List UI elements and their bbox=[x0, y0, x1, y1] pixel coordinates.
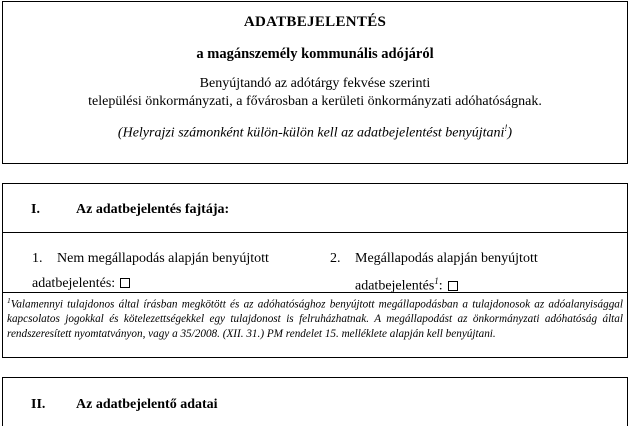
parcel-note bbox=[3, 123, 627, 142]
section-header bbox=[3, 184, 627, 233]
option-2-checkbox[interactable] bbox=[448, 281, 458, 291]
parcel-note-mark: ! bbox=[504, 123, 508, 133]
option-1-line1: Nem megállapodás alapján benyújtott bbox=[57, 251, 269, 266]
footnote bbox=[7, 294, 623, 342]
section-title: Az adatbejelentés fajtája: bbox=[76, 202, 230, 217]
form-header-box bbox=[2, 1, 628, 164]
option-2-label: adatbejelentés bbox=[355, 278, 435, 294]
option-2-footnote-mark: 1 bbox=[434, 276, 439, 286]
footnote-mark: 1 bbox=[7, 296, 11, 305]
form-subtitle: a magánszemély kommunális adójáról bbox=[196, 46, 434, 62]
section-number: I. bbox=[31, 202, 40, 217]
parcel-note-text: (Helyrajzi számonként külön-külön kell az adatbejelentést benyújtani bbox=[117, 125, 505, 141]
section-title: Az adatbejelentő adatai bbox=[76, 397, 218, 412]
option-2-colon: : bbox=[438, 278, 443, 294]
submission-instruction-line2: települési önkormányzati, a fővárosban a kerületi önkormányzati adóhatóságnak. bbox=[88, 94, 542, 109]
section-declaration-type bbox=[2, 183, 628, 358]
option-1-number: 1. bbox=[32, 251, 43, 266]
form-title: ADATBEJELENTÉS bbox=[243, 14, 387, 30]
option-1-checkbox[interactable] bbox=[120, 278, 130, 288]
parcel-note-close: ) bbox=[507, 125, 513, 141]
section-declarant-data bbox=[2, 377, 628, 426]
submission-instruction-line1: Benyújtandó az adótárgy fekvése szerinti bbox=[199, 76, 431, 91]
option-1-label: adatbejelentés: bbox=[32, 276, 116, 291]
option-2-line1: Megállapodás alapján benyújtott bbox=[355, 251, 538, 266]
option-1-line2 bbox=[32, 276, 130, 292]
footnote-divider bbox=[3, 292, 627, 293]
section-number: II. bbox=[31, 397, 46, 412]
option-2-number: 2. bbox=[330, 251, 341, 266]
footnote-text: Valamennyi tulajdonos által írásban megkötött és az adóhatósághoz benyújtott megállapodásban a tulajdonosok az adóalanyisággal kapcsolatos jogokkal és kötelezettségekkel egy tulajdonost is felruházhatnak. A megállapodást az önkormányzati adóhatóság által rendszeresített nyomtatványon, vagy a 35/2008. (XII. 31.) PM rendelet 15. melléklete alapján kell benyújtani. bbox=[7, 298, 623, 340]
